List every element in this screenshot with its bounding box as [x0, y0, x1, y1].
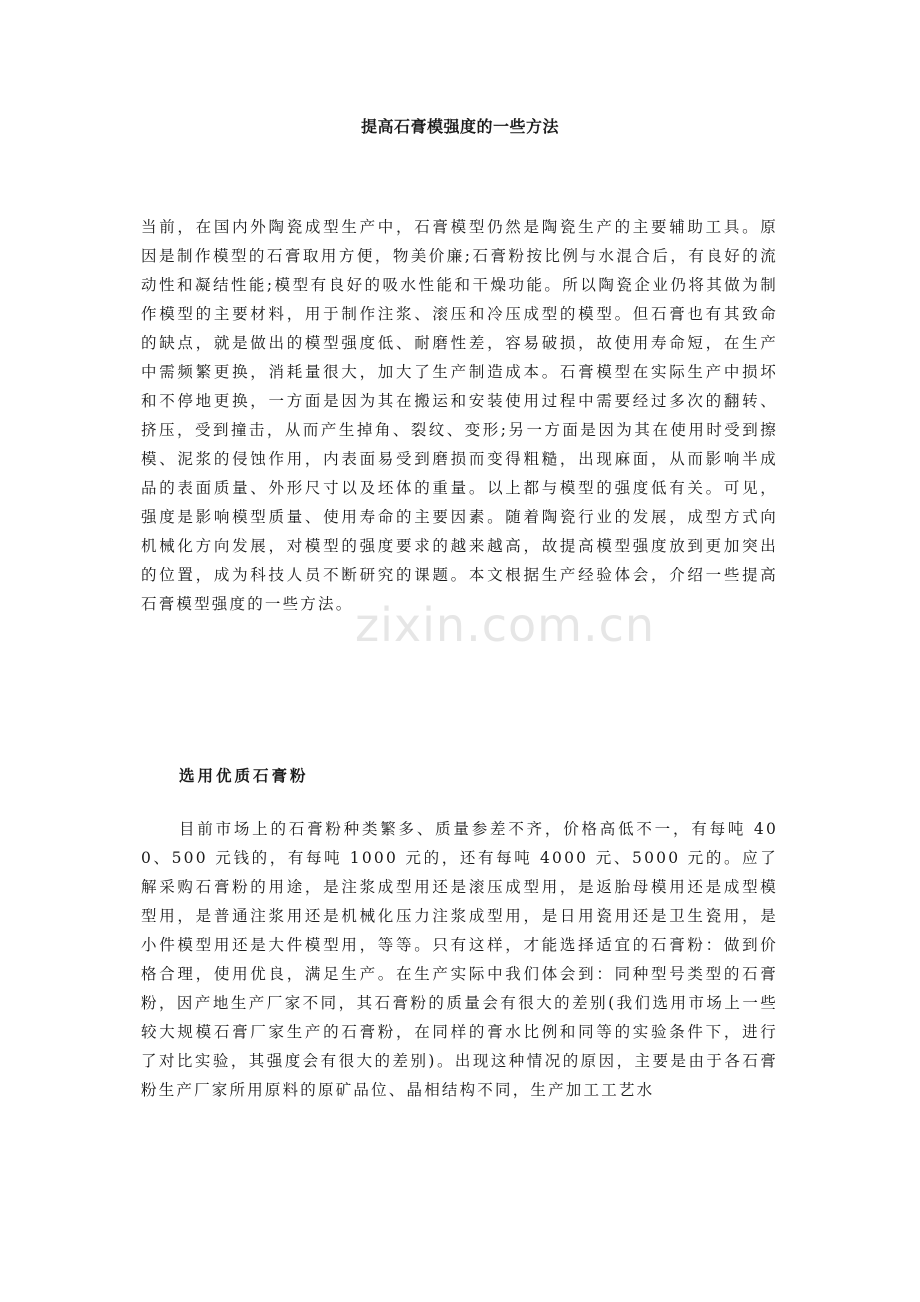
document-title: 提高石膏模强度的一些方法: [360, 117, 559, 136]
watermark: zixin.com.cn: [355, 598, 656, 652]
intro-paragraph: 当前，在国内外陶瓷成型生产中，石膏模型仍然是陶瓷生产的主要辅助工具。原因是制作模型的石膏取用方便，物美价廉;石膏粉按比例与水混合后，有良好的流动性和凝结性能;模型有良好的吸水性能和干燥功能。所以陶瓷企业仍将其做为制作模型的主要材料，用于制作注浆、滚压和冷压成型的模型。但石膏也有其致命的缺点，就是做出的模型强度低、耐磨性差，容易破损，故使用寿命短，在生产中需频繁更换，消耗量很大，加大了生产制造成本。石膏模型在实际生产中损坏和不停地更换，一方面是因为其在搬运和安装使用过程中需要经过多次的翻转、挤压，受到撞击，从而产生掉角、裂纹、变形;另一方面是因为其在使用时受到擦模、泥浆的侵蚀作用，内表面易受到磨损而变得粗糙，出现麻面，从而影响半成品的表面质量、外形尺寸以及坯体的重量。以上都与模型的强度低有关。可见，强度是影响模型质量、使用寿命的主要因素。随着陶瓷行业的发展，成型方式向机械化方向发展，对模型的强度要求的越来越高，故提高模型强度放到更加突出的位置，成为科技人员不断研究的课题。本文根据生产经验体会，介绍一些提高石膏模型强度的一些方法。: [141, 218, 778, 613]
section-heading: 选用优质石膏粉: [179, 766, 309, 785]
section-paragraph: 目前市场上的石膏粉种类繁多、质量参差不齐，价格高低不一，有每吨 400、500 元钱的，有每吨 1000 元的，还有每吨 4000 元、5000 元的。应了解采购石膏粉的用途，是注浆成型用还是滚压成型用，是返胎母模用还是成型模型用，是普通注浆用还是机械化压力注浆成型用，是日用瓷用还是卫生瓷用，是小件模型用还是大件模型用，等等。只有这样，才能选择适宜的石膏粉：做到价格合理，使用优良，满足生产。在生产实际中我们体会到：同种型号类型的石膏粉，因产地生产厂家不同，其石膏粉的质量会有很大的差别(我们选用市场上一些较大规模石膏厂家生产的石膏粉，在同样的膏水比例和同等的实验条件下，进行了对比实验，其强度会有很大的差别)。出现这种情况的原因，主要是由于各石膏粉生产厂家所用原料的原矿品位、晶相结构不同，生产加工工艺水: [141, 820, 778, 1099]
